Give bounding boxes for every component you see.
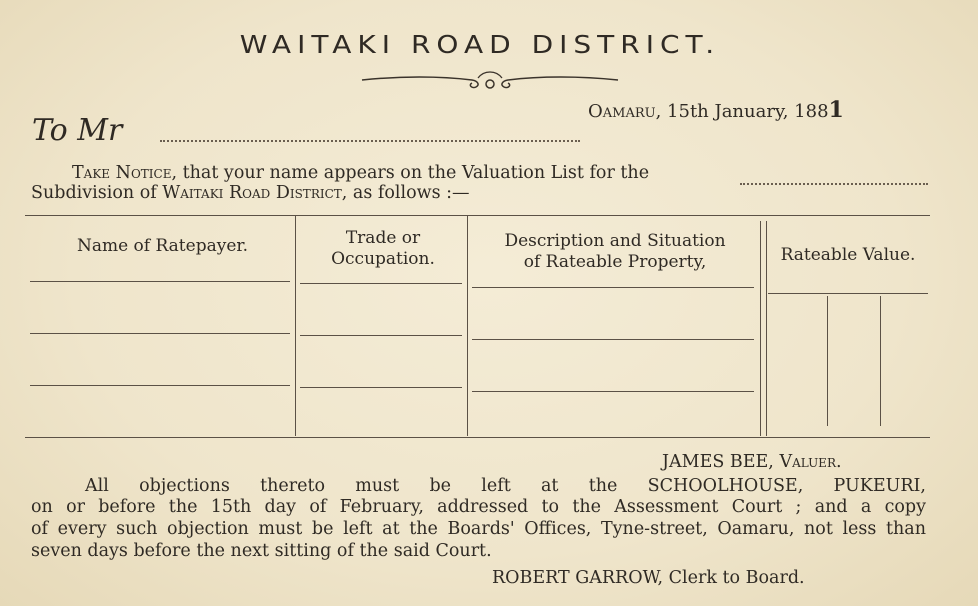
notice-line-2-end: , as follows :—	[341, 183, 470, 203]
row-rule-1-ratepayer	[30, 333, 290, 334]
row-rule-1-trade	[300, 335, 462, 336]
table-top-rule	[25, 215, 930, 216]
objection-line-3: of every such objection must be left at the Boards' Offices, Tyne-street, Oamaru, not less than	[31, 519, 926, 539]
notice-district: Waitaki Road District	[162, 183, 342, 203]
notice-line-1	[72, 163, 649, 183]
value-divider-2	[880, 296, 881, 426]
header-rule-trade	[300, 283, 462, 284]
date-year-digit: 1	[828, 97, 844, 123]
addressee-blank	[160, 140, 580, 142]
objection-line-1: All objections thereto must be left at the SCHOOLHOUSE, PUKEURI,	[85, 476, 926, 496]
notice-line-1-text: , that your name appears on the Valuation List for the	[171, 163, 650, 183]
value-divider-1	[827, 296, 828, 426]
header-rule-description	[472, 287, 754, 288]
date-text: , 15th January, 188	[655, 101, 829, 122]
district-title: WAITAKI ROAD DISTRICT.	[239, 29, 721, 60]
column-divider-3a	[760, 221, 761, 436]
addressee-label: To Mr	[32, 113, 123, 148]
objection-line-4: seven days before the next sitting of the said Court.	[31, 541, 492, 561]
row-rule-2-ratepayer	[30, 385, 290, 386]
notice-lead: Take Notice	[72, 163, 172, 183]
clerk-signature: ROBERT GARROW, Clerk to Board.	[492, 568, 805, 588]
header-description: Description and Situation of Rateable Property,	[504, 231, 726, 272]
row-rule-2-description	[472, 391, 754, 392]
header-rateable-value: Rateable Value.	[780, 245, 916, 265]
date-line	[588, 97, 844, 123]
header-ratepayer: Name of Ratepayer.	[76, 236, 249, 256]
objection-line-2: on or before the 15th day of February, addressed to the Assessment Court ; and a copy	[31, 497, 926, 517]
notice-line-2-start: Subdivision of	[31, 183, 163, 203]
date-place: Oamaru	[588, 101, 656, 122]
row-rule-2-trade	[300, 387, 462, 388]
notice-line-2	[31, 183, 470, 203]
header-rule-ratepayer	[30, 281, 290, 282]
row-rule-1-description	[472, 339, 754, 340]
header-trade: Trade or Occupation.	[331, 228, 435, 269]
valuer-signature: JAMES BEE, Valuer.	[662, 452, 842, 472]
column-divider-1	[295, 216, 296, 436]
ornament-flourish-icon	[360, 68, 620, 94]
header-rule-value	[768, 293, 928, 294]
subdivision-blank	[740, 183, 928, 185]
table-bottom-rule	[25, 437, 930, 438]
